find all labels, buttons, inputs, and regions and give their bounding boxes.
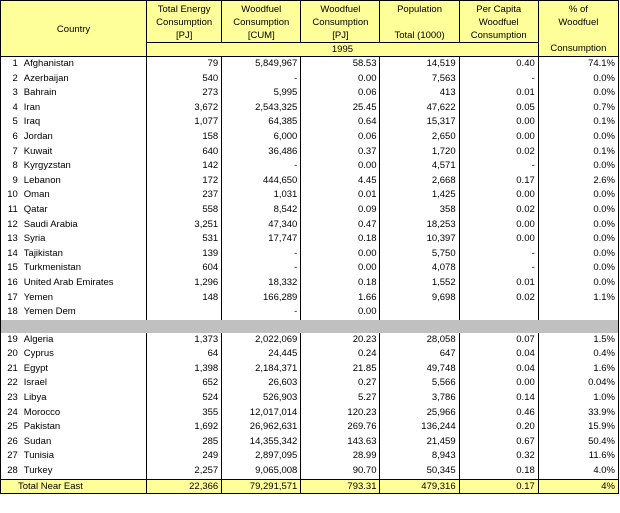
per-capita-cell: 0.32 <box>459 449 538 464</box>
woodfuel-pj-cell: 0.00 <box>301 261 380 276</box>
per-capita-cell: 0.07 <box>459 333 538 348</box>
table-row <box>1 159 619 174</box>
woodfuel-cum-cell: 26,603 <box>222 376 301 391</box>
energy-cell: 1,296 <box>147 276 222 291</box>
table-row <box>1 174 619 189</box>
separator-row <box>1 320 619 333</box>
row-number: 20 <box>1 347 21 362</box>
row-number: 14 <box>1 247 21 262</box>
pct-cell <box>538 305 618 320</box>
pct-cell: 0.0% <box>538 276 618 291</box>
table-row <box>1 145 619 160</box>
row-number: 16 <box>1 276 21 291</box>
population-cell: 10,397 <box>380 232 459 247</box>
pct-cell: 0.0% <box>538 188 618 203</box>
woodfuel-pj-cell: 0.06 <box>301 86 380 101</box>
row-number: 12 <box>1 218 21 233</box>
row-number: 6 <box>1 130 21 145</box>
woodfuel-cum-cell: 26,962,631 <box>222 420 301 435</box>
energy-cell: 249 <box>147 449 222 464</box>
population-cell: 5,566 <box>380 376 459 391</box>
energy-cell: 3,251 <box>147 218 222 233</box>
country-cell: Syria <box>21 232 147 247</box>
pct-cell: 1.0% <box>538 391 618 406</box>
table-row <box>1 72 619 87</box>
woodfuel-pj-cell: 0.18 <box>301 232 380 247</box>
pct-cell: 0.0% <box>538 247 618 262</box>
population-cell: 21,459 <box>380 435 459 450</box>
woodfuel-pj-cell: 120.23 <box>301 406 380 421</box>
population-cell: 358 <box>380 203 459 218</box>
woodfuel-cum-cell: 6,000 <box>222 130 301 145</box>
population-cell: 1,720 <box>380 145 459 160</box>
country-cell: Iraq <box>21 115 147 130</box>
energy-cell: 2,257 <box>147 464 222 479</box>
table-row <box>1 464 619 479</box>
pct-cell: 74.1% <box>538 57 618 72</box>
country-cell: United Arab Emirates <box>21 276 147 291</box>
woodfuel-cum-cell: 9,065,008 <box>222 464 301 479</box>
table-body-2 <box>1 333 619 479</box>
energy-cell: 640 <box>147 145 222 160</box>
country-cell: Morocco <box>21 406 147 421</box>
energy-cell: 237 <box>147 188 222 203</box>
table-row <box>1 188 619 203</box>
header-country: Country <box>1 1 147 57</box>
header-row <box>1 1 619 43</box>
energy-cell: 558 <box>147 203 222 218</box>
woodfuel-pj-cell: 0.18 <box>301 276 380 291</box>
total-pj: 793.31 <box>301 479 380 493</box>
woodfuel-cum-cell: - <box>222 261 301 276</box>
woodfuel-pj-cell: 58.53 <box>301 57 380 72</box>
country-cell: Yemen <box>21 291 147 306</box>
pct-cell: 33.9% <box>538 406 618 421</box>
energy-cell: 142 <box>147 159 222 174</box>
energy-cell: 285 <box>147 435 222 450</box>
row-number: 3 <box>1 86 21 101</box>
pct-cell: 0.04% <box>538 376 618 391</box>
energy-cell: 3,672 <box>147 101 222 116</box>
pct-cell: 0.0% <box>538 72 618 87</box>
woodfuel-cum-cell: 8,542 <box>222 203 301 218</box>
total-label: Total Near East <box>1 479 147 493</box>
population-cell: 49,748 <box>380 362 459 377</box>
country-cell: Pakistan <box>21 420 147 435</box>
woodfuel-pj-cell: 90.70 <box>301 464 380 479</box>
woodfuel-pj-cell: 0.09 <box>301 203 380 218</box>
table-row <box>1 203 619 218</box>
table-row <box>1 347 619 362</box>
woodfuel-cum-cell: 12,017,014 <box>222 406 301 421</box>
energy-cell: 148 <box>147 291 222 306</box>
pct-cell: 0.0% <box>538 261 618 276</box>
pct-cell: 2.6% <box>538 174 618 189</box>
woodfuel-cum-cell: - <box>222 305 301 320</box>
table-row <box>1 305 619 320</box>
woodfuel-cum-cell: 47,340 <box>222 218 301 233</box>
woodfuel-pj-cell: 21.85 <box>301 362 380 377</box>
woodfuel-cum-cell: 36,486 <box>222 145 301 160</box>
per-capita-cell: 0.05 <box>459 101 538 116</box>
total-row <box>1 479 619 493</box>
pct-cell: 50.4% <box>538 435 618 450</box>
table-row <box>1 362 619 377</box>
woodfuel-cum-cell: - <box>222 159 301 174</box>
table-row <box>1 218 619 233</box>
population-cell: 25,966 <box>380 406 459 421</box>
table-row <box>1 449 619 464</box>
row-number: 8 <box>1 159 21 174</box>
woodfuel-cum-cell: 2,897,095 <box>222 449 301 464</box>
energy-cell: 79 <box>147 57 222 72</box>
row-number: 24 <box>1 406 21 421</box>
per-capita-cell: 0.01 <box>459 276 538 291</box>
per-capita-cell: 0.18 <box>459 464 538 479</box>
row-number: 26 <box>1 435 21 450</box>
woodfuel-pj-cell: 0.24 <box>301 347 380 362</box>
pct-cell: 0.1% <box>538 115 618 130</box>
woodfuel-cum-cell: - <box>222 247 301 262</box>
header-year: 1995 <box>147 43 539 57</box>
woodfuel-cum-cell: 2,543,325 <box>222 101 301 116</box>
row-number: 19 <box>1 333 21 348</box>
per-capita-cell <box>459 305 538 320</box>
energy-cell: 524 <box>147 391 222 406</box>
pct-cell: 1.5% <box>538 333 618 348</box>
woodfuel-pj-cell: 0.00 <box>301 305 380 320</box>
per-capita-cell: 0.04 <box>459 347 538 362</box>
table-row <box>1 261 619 276</box>
per-capita-cell: 0.20 <box>459 420 538 435</box>
row-number: 2 <box>1 72 21 87</box>
woodfuel-cum-cell: 5,995 <box>222 86 301 101</box>
woodfuel-pj-cell: 269.76 <box>301 420 380 435</box>
woodfuel-cum-cell: - <box>222 72 301 87</box>
population-cell: 9,698 <box>380 291 459 306</box>
per-capita-cell: - <box>459 159 538 174</box>
woodfuel-pj-cell: 143.63 <box>301 435 380 450</box>
country-cell: Cyprus <box>21 347 147 362</box>
woodfuel-pj-cell: 28.99 <box>301 449 380 464</box>
pct-cell: 1.1% <box>538 291 618 306</box>
table-row <box>1 420 619 435</box>
row-number: 17 <box>1 291 21 306</box>
energy-cell: 139 <box>147 247 222 262</box>
country-cell: Bahrain <box>21 86 147 101</box>
row-number: 22 <box>1 376 21 391</box>
per-capita-cell: 0.00 <box>459 130 538 145</box>
table-row <box>1 376 619 391</box>
pct-cell: 0.1% <box>538 145 618 160</box>
total-cum: 79,291,571 <box>222 479 301 493</box>
country-cell: Yemen Dem <box>21 305 147 320</box>
country-cell: Tunisia <box>21 449 147 464</box>
population-cell: 8,943 <box>380 449 459 464</box>
population-cell: 3,786 <box>380 391 459 406</box>
row-number: 13 <box>1 232 21 247</box>
energy-cell: 273 <box>147 86 222 101</box>
population-cell: 18,253 <box>380 218 459 233</box>
table-row <box>1 247 619 262</box>
row-number: 4 <box>1 101 21 116</box>
population-cell: 136,244 <box>380 420 459 435</box>
pct-cell: 4.0% <box>538 464 618 479</box>
population-cell: 1,425 <box>380 188 459 203</box>
table-row <box>1 276 619 291</box>
row-number: 1 <box>1 57 21 72</box>
population-cell: 647 <box>380 347 459 362</box>
country-cell: Israel <box>21 376 147 391</box>
country-cell: Libya <box>21 391 147 406</box>
population-cell: 47,622 <box>380 101 459 116</box>
table-row <box>1 115 619 130</box>
woodfuel-cum-cell: 1,031 <box>222 188 301 203</box>
table-row <box>1 391 619 406</box>
pct-cell: 0.0% <box>538 130 618 145</box>
woodfuel-pj-cell: 0.37 <box>301 145 380 160</box>
pct-cell: 0.4% <box>538 347 618 362</box>
woodfuel-pj-cell: 1.66 <box>301 291 380 306</box>
country-cell: Afghanistan <box>21 57 147 72</box>
per-capita-cell: 0.14 <box>459 391 538 406</box>
header-pct: % of Woodfuel Consumption <box>538 1 618 57</box>
per-capita-cell: 0.02 <box>459 203 538 218</box>
table-row <box>1 232 619 247</box>
woodfuel-cum-cell: 444,650 <box>222 174 301 189</box>
country-cell: Algeria <box>21 333 147 348</box>
pct-cell: 0.0% <box>538 232 618 247</box>
woodfuel-cum-cell: 526,903 <box>222 391 301 406</box>
pct-cell: 1.6% <box>538 362 618 377</box>
pct-cell: 0.7% <box>538 101 618 116</box>
separator-cell <box>1 320 619 333</box>
row-number: 21 <box>1 362 21 377</box>
population-cell: 2,650 <box>380 130 459 145</box>
row-number: 25 <box>1 420 21 435</box>
population-cell: 5,750 <box>380 247 459 262</box>
population-cell: 2,668 <box>380 174 459 189</box>
per-capita-cell: 0.46 <box>459 406 538 421</box>
woodfuel-pj-cell: 0.64 <box>301 115 380 130</box>
row-number: 10 <box>1 188 21 203</box>
energy-cell: 1,398 <box>147 362 222 377</box>
woodfuel-pj-cell: 20.23 <box>301 333 380 348</box>
per-capita-cell: 0.04 <box>459 362 538 377</box>
energy-cell <box>147 305 222 320</box>
woodfuel-cum-cell: 2,184,371 <box>222 362 301 377</box>
row-number: 7 <box>1 145 21 160</box>
country-cell: Qatar <box>21 203 147 218</box>
energy-cell: 64 <box>147 347 222 362</box>
per-capita-cell: 0.00 <box>459 376 538 391</box>
country-cell: Saudi Arabia <box>21 218 147 233</box>
woodfuel-pj-cell: 4.45 <box>301 174 380 189</box>
country-cell: Egypt <box>21 362 147 377</box>
population-cell: 7,563 <box>380 72 459 87</box>
woodfuel-pj-cell: 25.45 <box>301 101 380 116</box>
row-number: 5 <box>1 115 21 130</box>
table-row <box>1 291 619 306</box>
per-capita-cell: 0.17 <box>459 174 538 189</box>
per-capita-cell: 0.01 <box>459 86 538 101</box>
total-pop: 479,316 <box>380 479 459 493</box>
woodfuel-pj-cell: 0.47 <box>301 218 380 233</box>
woodfuel-cum-cell: 14,355,342 <box>222 435 301 450</box>
header-population: Population Total (1000) <box>380 1 459 43</box>
row-number: 28 <box>1 464 21 479</box>
woodfuel-cum-cell: 17,747 <box>222 232 301 247</box>
pct-cell: 0.0% <box>538 203 618 218</box>
per-capita-cell: 0.00 <box>459 232 538 247</box>
table-row <box>1 435 619 450</box>
energy-cell: 158 <box>147 130 222 145</box>
header-woodfuel-cum: Woodfuel Consumption [CUM] <box>222 1 301 43</box>
country-cell: Kuwait <box>21 145 147 160</box>
pct-cell: 0.0% <box>538 159 618 174</box>
table-row <box>1 101 619 116</box>
energy-cell: 1,077 <box>147 115 222 130</box>
energy-cell: 604 <box>147 261 222 276</box>
country-cell: Turkmenistan <box>21 261 147 276</box>
population-cell: 14,519 <box>380 57 459 72</box>
woodfuel-cum-cell: 2,022,069 <box>222 333 301 348</box>
energy-cell: 172 <box>147 174 222 189</box>
per-capita-cell: 0.02 <box>459 291 538 306</box>
country-cell: Turkey <box>21 464 147 479</box>
population-cell: 1,552 <box>380 276 459 291</box>
pct-cell: 0.0% <box>538 218 618 233</box>
woodfuel-pj-cell: 0.00 <box>301 159 380 174</box>
table-row <box>1 86 619 101</box>
per-capita-cell: 0.00 <box>459 188 538 203</box>
per-capita-cell: - <box>459 261 538 276</box>
woodfuel-cum-cell: 5,849,967 <box>222 57 301 72</box>
row-number: 23 <box>1 391 21 406</box>
country-cell: Tajikistan <box>21 247 147 262</box>
woodfuel-cum-cell: 18,332 <box>222 276 301 291</box>
table-row <box>1 406 619 421</box>
energy-cell: 355 <box>147 406 222 421</box>
population-cell: 4,078 <box>380 261 459 276</box>
energy-cell: 1,373 <box>147 333 222 348</box>
population-cell: 4,571 <box>380 159 459 174</box>
energy-cell: 540 <box>147 72 222 87</box>
country-cell: Iran <box>21 101 147 116</box>
woodfuel-pj-cell: 0.01 <box>301 188 380 203</box>
header-energy: Total Energy Consumption [PJ] <box>147 1 222 43</box>
woodfuel-pj-cell: 0.27 <box>301 376 380 391</box>
per-capita-cell: 0.00 <box>459 218 538 233</box>
header-per-capita: Per Capita Woodfuel Consumption <box>459 1 538 43</box>
energy-cell: 531 <box>147 232 222 247</box>
woodfuel-cum-cell: 64,385 <box>222 115 301 130</box>
country-cell: Sudan <box>21 435 147 450</box>
woodfuel-cum-cell: 166,289 <box>222 291 301 306</box>
population-cell: 50,345 <box>380 464 459 479</box>
pct-cell: 0.0% <box>538 86 618 101</box>
woodfuel-cum-cell: 24,445 <box>222 347 301 362</box>
total-energy: 22,366 <box>147 479 222 493</box>
table-row <box>1 333 619 348</box>
table-row <box>1 130 619 145</box>
country-cell: Jordan <box>21 130 147 145</box>
per-capita-cell: 0.40 <box>459 57 538 72</box>
woodfuel-pj-cell: 5.27 <box>301 391 380 406</box>
table-row <box>1 57 619 72</box>
per-capita-cell: - <box>459 247 538 262</box>
population-cell: 15,317 <box>380 115 459 130</box>
country-cell: Kyrgyzstan <box>21 159 147 174</box>
population-cell: 28,058 <box>380 333 459 348</box>
per-capita-cell: 0.02 <box>459 145 538 160</box>
woodfuel-pj-cell: 0.00 <box>301 72 380 87</box>
total-pct: 4% <box>538 479 618 493</box>
energy-cell: 652 <box>147 376 222 391</box>
woodfuel-pj-cell: 0.00 <box>301 247 380 262</box>
country-cell: Oman <box>21 188 147 203</box>
row-number: 15 <box>1 261 21 276</box>
pct-cell: 11.6% <box>538 449 618 464</box>
total-pc: 0.17 <box>459 479 538 493</box>
row-number: 18 <box>1 305 21 320</box>
energy-cell: 1,692 <box>147 420 222 435</box>
country-cell: Azerbaijan <box>21 72 147 87</box>
country-cell: Lebanon <box>21 174 147 189</box>
row-number: 11 <box>1 203 21 218</box>
table-body-1 <box>1 57 619 320</box>
row-number: 27 <box>1 449 21 464</box>
pct-cell: 15.9% <box>538 420 618 435</box>
header-woodfuel-pj: Woodfuel Consumption [PJ] <box>301 1 380 43</box>
population-cell: 413 <box>380 86 459 101</box>
woodfuel-pj-cell: 0.06 <box>301 130 380 145</box>
population-cell <box>380 305 459 320</box>
per-capita-cell: - <box>459 72 538 87</box>
row-number: 9 <box>1 174 21 189</box>
per-capita-cell: 0.00 <box>459 115 538 130</box>
per-capita-cell: 0.67 <box>459 435 538 450</box>
